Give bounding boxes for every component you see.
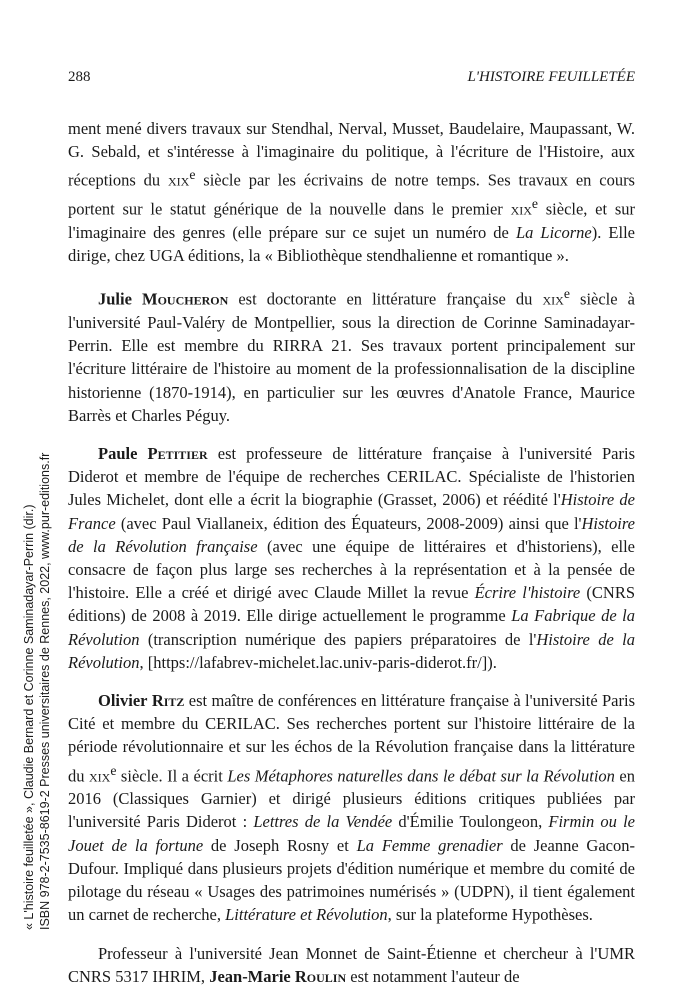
author-last-name: Petitier — [147, 443, 208, 463]
author-last-name: Ritz — [151, 690, 185, 710]
running-header — [68, 69, 635, 89]
bio-paragraph-moucheron: Julie Moucheron est doctorante en littérature française du xix$^e$ siècle à l'université Paul-Valéry de Montpellier, sous la direction de Corinne Saminadayar-Perrin. Elle est membre du RIRRA 21. Ses travaux portent principalement sur l'écriture littéraire de l'histoire au moment de la professionnalisation de la discipline historienne (1870-1914), en particulier sur les œuvres d'Anatole France, Maurice Barrès et Charles Péguy. — [68, 286, 635, 425]
page-body — [68, 117, 635, 1003]
paragraph-continuation: ment mené divers travaux sur Stendhal, Nerval, Musset, Baudelaire, Maupassant, W. G. Sebald, et s'intéresse à l'imaginaire du politique, à l'écriture de l'Histoire, aux réceptions du xix$^e$ siècle par les écrivains de notre temps. Ses travaux en cours portent sur le statut générique de la nouvelle dans le premier xix$^e$ siècle, et sur l'imaginaire des genres (elle prépare sur ce sujet un numéro de La Licorne). Elle dirige, chez UGA éditions, la « Bibliothèque stendhalienne et romantique ». — [68, 119, 635, 266]
bio-paragraph-petitier: Paule Petitier est professeure de littérature française à l'université Paris Diderot et membre de l'équipe de recherches CERILAC. Spécialiste de l'historien Jules Michelet, dont elle a écrit la biographie (Grasset, 2006) et réédité l'Histoire de France (avec Paul Viallaneix, édition des Équateurs, 2008-2009) ainsi que l'Histoire de la Révolution française (avec une équipe de littéraires et d'historiens), elle consacre de façon plus large ses recherches à la représentation et à la pensée de l'histoire. Elle a créé et dirigé avec Claude Millet la revue Écrire l'histoire (CNRS éditions) de 2008 à 2019. Elle dirige actuellement le programme La Fabrique de la Révolution (transcription numérique des papiers préparatoires de l'Histoire de la Révolution, [https://lafabrev-michelet.lac.univ-paris-diderot.fr/]). — [68, 443, 636, 672]
author-first-name: Julie — [98, 289, 132, 309]
page-number: 288 — [68, 69, 91, 85]
running-title: L'HISTOIRE FEUILLETÉE — [467, 69, 635, 85]
author-last-name: Roulin — [294, 966, 347, 986]
bio-paragraph-roulin: Professeur à l'université Jean Monnet de Saint-Étienne et chercheur à l'UMR CNRS 5317 IHRIM, Jean-Marie Roulin est notamment l'auteur de — [68, 943, 635, 986]
side-copyright-note — [22, 453, 53, 930]
bio-paragraph-ritz: Olivier Ritz est maître de conférences en littérature française à l'université Paris Cité et membre du CERILAC. Ses recherches portent sur l'histoire littéraire de la période révolutionnaire et sur les échos de la Révolution française dans la littérature du xix$^e$ siècle. Il a écrit Les Métaphores naturelles dans le débat sur la Révolution en 2016 (Classiques Garnier) et dirigé plusieurs éditions critiques publiées par l'université Paris Diderot : Lettres de la Vendée d'Émilie Toulongeon, Firmin ou le Jouet de la fortune de Joseph Rosny et La Femme grenadier de Jeanne Gacon-Dufour. Impliqué dans plusieurs projets d'édition numérique et membre du comité de pilotage du réseau « Usages des patrimoines numérisés » (UDPN), il tient également un carnet de recherche, Littérature et Révolution, sur la plateforme Hypothèses. — [68, 690, 636, 925]
author-first-name: Olivier — [98, 690, 148, 710]
author-first-name: Jean-Marie — [209, 966, 291, 986]
side-note-line-1: « L'histoire feuilletée », Claudie Bernard et Corinne Saminadayar-Perrin (dir.) — [22, 504, 36, 930]
author-last-name: Moucheron — [142, 289, 229, 309]
side-note-line-2: ISBN 978-2-7535-8619-2 Presses universitaires de Rennes, 2022, www.pur-editions.fr — [37, 452, 52, 930]
author-first-name: Paule — [98, 443, 138, 463]
